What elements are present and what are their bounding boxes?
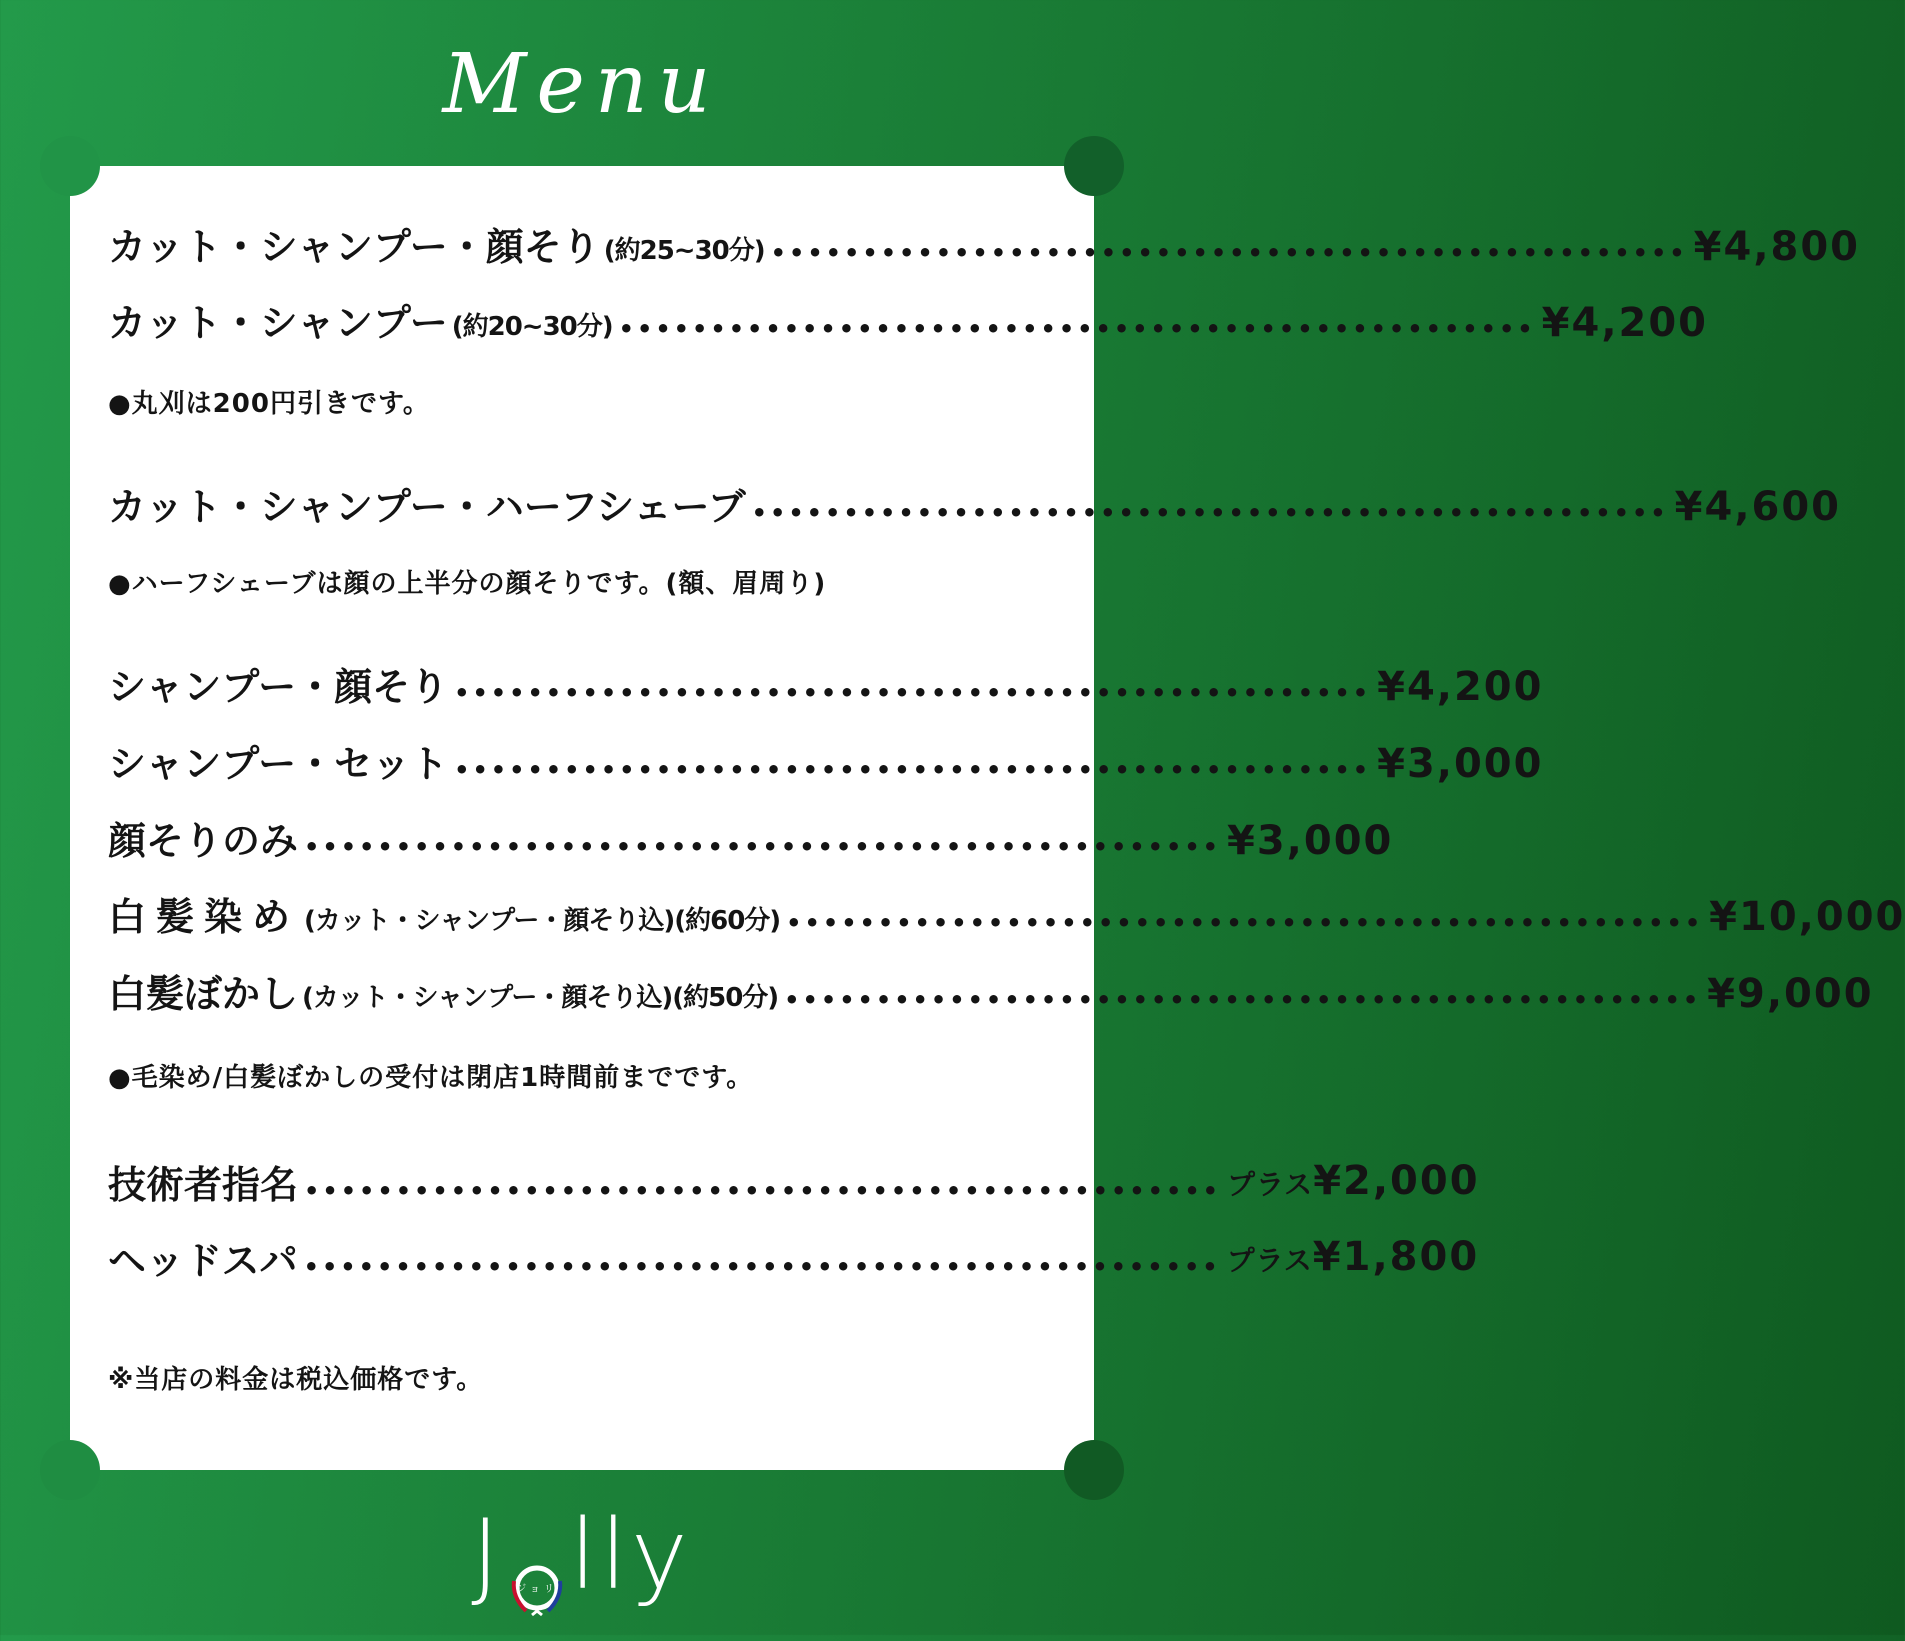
menu-item-name: 顔そりのみ — [108, 819, 299, 863]
dot-leader: •••••••••••••••••••••••••••••••••••••••••••••••••• — [304, 1177, 1222, 1205]
menu-item-price: ¥4,600 — [1674, 484, 1842, 530]
menu-item-price — [1227, 1152, 1480, 1214]
menu-item-name: シャンプー・セット — [108, 742, 449, 786]
menu-item-detail: (カット・シャンプー・顔そり込)(約50分) — [302, 983, 779, 1013]
dot-leader: •••••••••••••••••••••••••••••••••••••••••••••••••• — [304, 833, 1222, 861]
menu-item — [108, 1154, 1480, 1214]
card-corner-notch — [1064, 136, 1124, 196]
menu-item-price: ¥4,200 — [1377, 664, 1544, 710]
menu-item-price: ¥3,000 — [1227, 818, 1394, 864]
menu-item-name: シャンプー・顔そり — [108, 665, 449, 709]
price-prefix: プラス — [1226, 1244, 1313, 1277]
menu-item-name: カット・シャンプー — [108, 301, 448, 345]
dot-leader: •••••••••••••••••••••••••••••••••••••••••••••••••• — [618, 315, 1536, 343]
menu-note: ●毛染め/白髪ぼかしの受付は閉店1時間前までです。 — [108, 1063, 754, 1093]
menu-item-name: カット・シャンプー・顔そり — [108, 225, 600, 269]
dot-leader: •••••••••••••••••••••••••••••••••••••••••••••••••• — [770, 239, 1688, 267]
menu-item — [108, 810, 1394, 870]
dot-leader: •••••••••••••••••••••••••••••••••••••••••••••••••• — [454, 679, 1372, 707]
emblem-text: ジョリ — [515, 1583, 558, 1595]
menu-item — [108, 886, 1905, 946]
menu-item-detail: (カット・シャンプー・顔そり込)(約60分) — [304, 906, 781, 936]
logo-letter-j: J — [471, 1499, 504, 1611]
menu-item-detail: (約25~30分) — [603, 236, 765, 266]
card-corner-notch — [40, 1440, 100, 1500]
menu-item — [108, 216, 1861, 276]
menu-item-price: ¥10,000 — [1709, 894, 1905, 940]
card-corner-notch — [40, 136, 100, 196]
dot-leader: •••••••••••••••••••••••••••••••••••••••••••••••••• — [784, 986, 1702, 1014]
menu-item-detail: (約20~30分) — [451, 312, 613, 342]
laurel-emblem-icon — [506, 1531, 568, 1593]
dot-leader: •••••••••••••••••••••••••••••••••••••••••••••••••• — [303, 1253, 1221, 1281]
menu-item-name: 白髪染め — [108, 895, 301, 939]
menu-item — [108, 733, 1544, 793]
menu-item-price — [1227, 1228, 1480, 1290]
menu-item-price: ¥4,200 — [1541, 300, 1709, 346]
menu-item — [108, 1230, 1480, 1290]
price-prefix: プラス — [1227, 1168, 1314, 1201]
menu-card — [70, 166, 1905, 1470]
dot-leader: •••••••••••••••••••••••••••••••••••••••••••••••••• — [454, 756, 1372, 784]
menu-item-name: 白髪ぼかし — [108, 972, 299, 1016]
menu-item-price: ¥3,000 — [1377, 741, 1544, 787]
dot-leader: •••••••••••••••••••••••••••••••••••••••••••••••••• — [786, 909, 1704, 937]
menu-note: ●ハーフシェーブは顔の上半分の顔そりです。(額、眉周り) — [108, 569, 827, 599]
menu-item-price: ¥4,800 — [1693, 224, 1861, 270]
logo-letters-lly: lly — [569, 1499, 692, 1611]
brand-logo — [0, 1500, 1163, 1610]
menu-item-name: カット・シャンプー・ハーフシェーブ — [108, 485, 746, 529]
dot-leader: •••••••••••••••••••••••••••••••••••••••••••••••••• — [751, 499, 1669, 527]
price-value: ¥1,800 — [1312, 1234, 1480, 1280]
menu-item — [108, 476, 1842, 536]
menu-item-name: 技術者指名 — [108, 1163, 299, 1207]
card-corner-notch — [1064, 1440, 1124, 1500]
price-value: ¥2,000 — [1313, 1158, 1480, 1204]
menu-note: ●丸刈は200円引きです。 — [108, 389, 430, 419]
menu-item — [108, 963, 1874, 1023]
menu-item — [108, 656, 1544, 716]
menu-item — [108, 292, 1709, 352]
tax-note: ※当店の料金は税込価格です。 — [108, 1365, 484, 1395]
menu-item-price: ¥9,000 — [1707, 971, 1874, 1017]
page-title: Menu — [442, 37, 721, 132]
menu-item-name: ヘッドスパ — [108, 1239, 298, 1283]
